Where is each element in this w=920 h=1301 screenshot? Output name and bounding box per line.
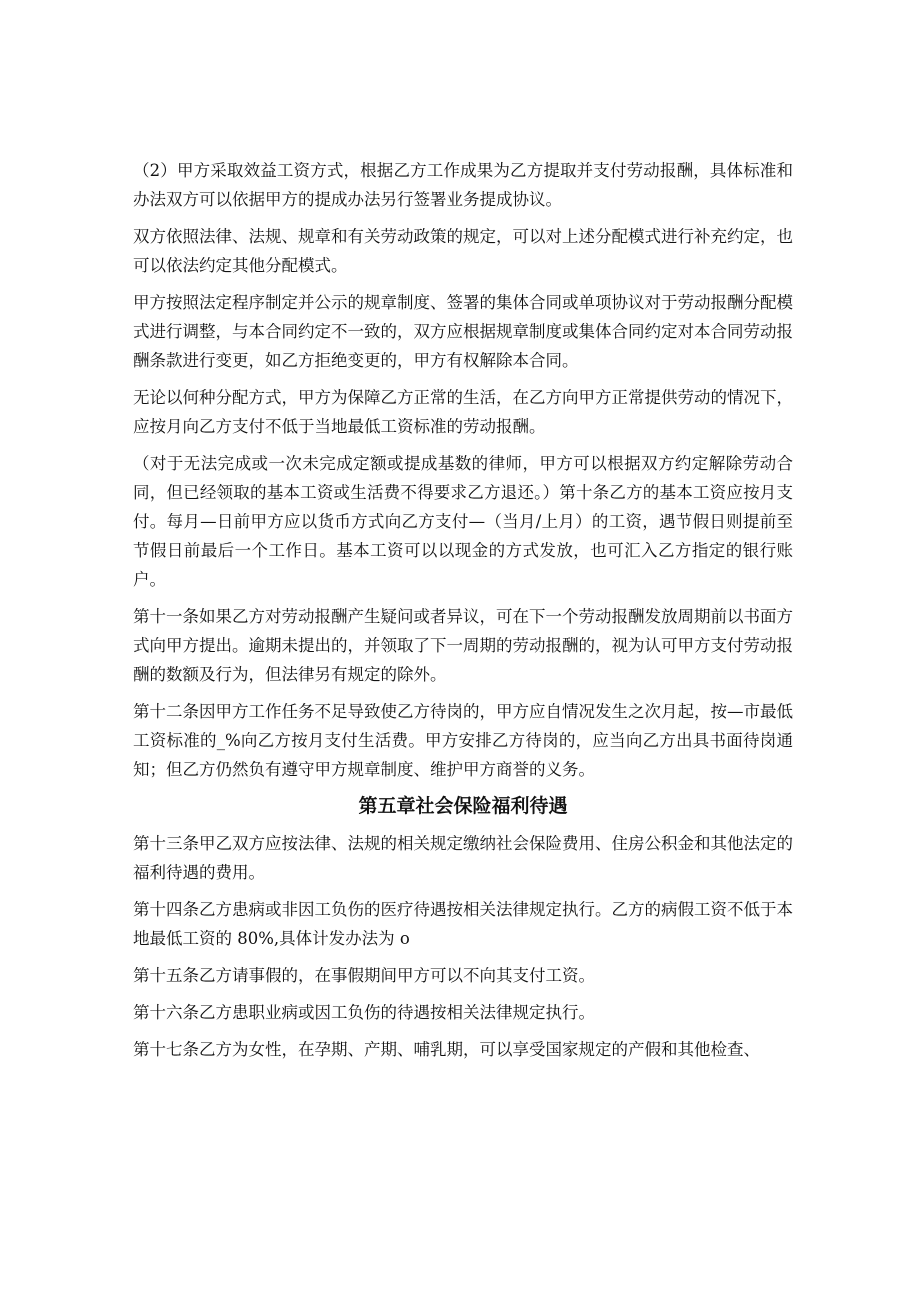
paragraph-article-15: 第十五条乙方请事假的，在事假期间甲方可以不向其支付工资。 (133, 966, 595, 985)
document-page (133, 156, 793, 1072)
paragraph-article-14: 第十四条乙方患病或非因工负伤的医疗待遇按相关法律规定执行。乙方的病假工资不低于本地最低工资的 80%,具体计发办法为 o (133, 900, 793, 948)
paragraph-article-16: 第十六条乙方患职业病或因工负伤的待遇按相关法律规定执行。 (133, 1003, 595, 1022)
paragraph-article-11: 第十一条如果乙方对劳动报酬产生疑问或者异议，可在下一个劳动报酬发放周期前以书面方式向甲方提出。逾期未提出的，并领取了下一周期的劳动报酬的，视为认可甲方支付劳动报酬的数额及行为，但法律另有规定的除外。 (133, 607, 793, 684)
paragraph-article-17: 第十七条乙方为女性，在孕期、产期、哺乳期，可以享受国家规定的产假和其他检查、 (133, 1040, 760, 1059)
paragraph-minimum-wage: 无论以何种分配方式，甲方为保障乙方正常的生活，在乙方向甲方正常提供劳动的情况下，应按月向乙方支付不低于当地最低工资标准的劳动报酬。 (133, 388, 793, 436)
paragraph-article-13: 第十三条甲乙双方应按法律、法规的相关规定缴纳社会保险费用、住房公积金和其他法定的福利待遇的费用。 (133, 834, 793, 882)
paragraph-article-10: （对于无法完成或一次未完成定额或提成基数的律师，甲方可以根据双方约定解除劳动合同，但已经领取的基本工资或生活费不得要求乙方退还。）第十条乙方的基本工资应按月支付。每月—日前甲方应以货币方式向乙方支付—（当月/上月）的工资，遇节假日则提前至节假日前最后一个工作日。基本工资可以以现金的方式发放，也可汇入乙方指定的银行账户。 (133, 454, 793, 589)
paragraph-supplementary-agreement: 双方依照法律、法规、规章和有关劳动政策的规定，可以对上述分配模式进行补充约定，也可以依法约定其他分配模式。 (133, 227, 793, 275)
paragraph-efficiency-wage: （2）甲方采取效益工资方式，根据乙方工作成果为乙方提取并支付劳动报酬，具体标准和办法双方可以依据甲方的提成办法另行签署业务提成协议。 (133, 161, 793, 209)
paragraph-article-12: 第十二条因甲方工作任务不足导致使乙方待岗的，甲方应自情况发生之次月起，按—市最低工资标准的_%向乙方按月支付生活费。甲方安排乙方待岗的，应当向乙方出具书面待岗通知；但乙方仍然负有遵守甲方规章制度、维护甲方商誉的义务。 (133, 702, 793, 779)
chapter-heading: 第五章社会保险福利待遇 (358, 795, 568, 817)
paragraph-rules-adjustment: 甲方按照法定程序制定并公示的规章制度、签署的集体合同或单项协议对于劳动报酬分配模式进行调整，与本合同约定不一致的，双方应根据规章制度或集体合同约定对本合同劳动报酬条款进行变更，如乙方拒绝变更的，甲方有权解除本合同。 (133, 293, 793, 370)
